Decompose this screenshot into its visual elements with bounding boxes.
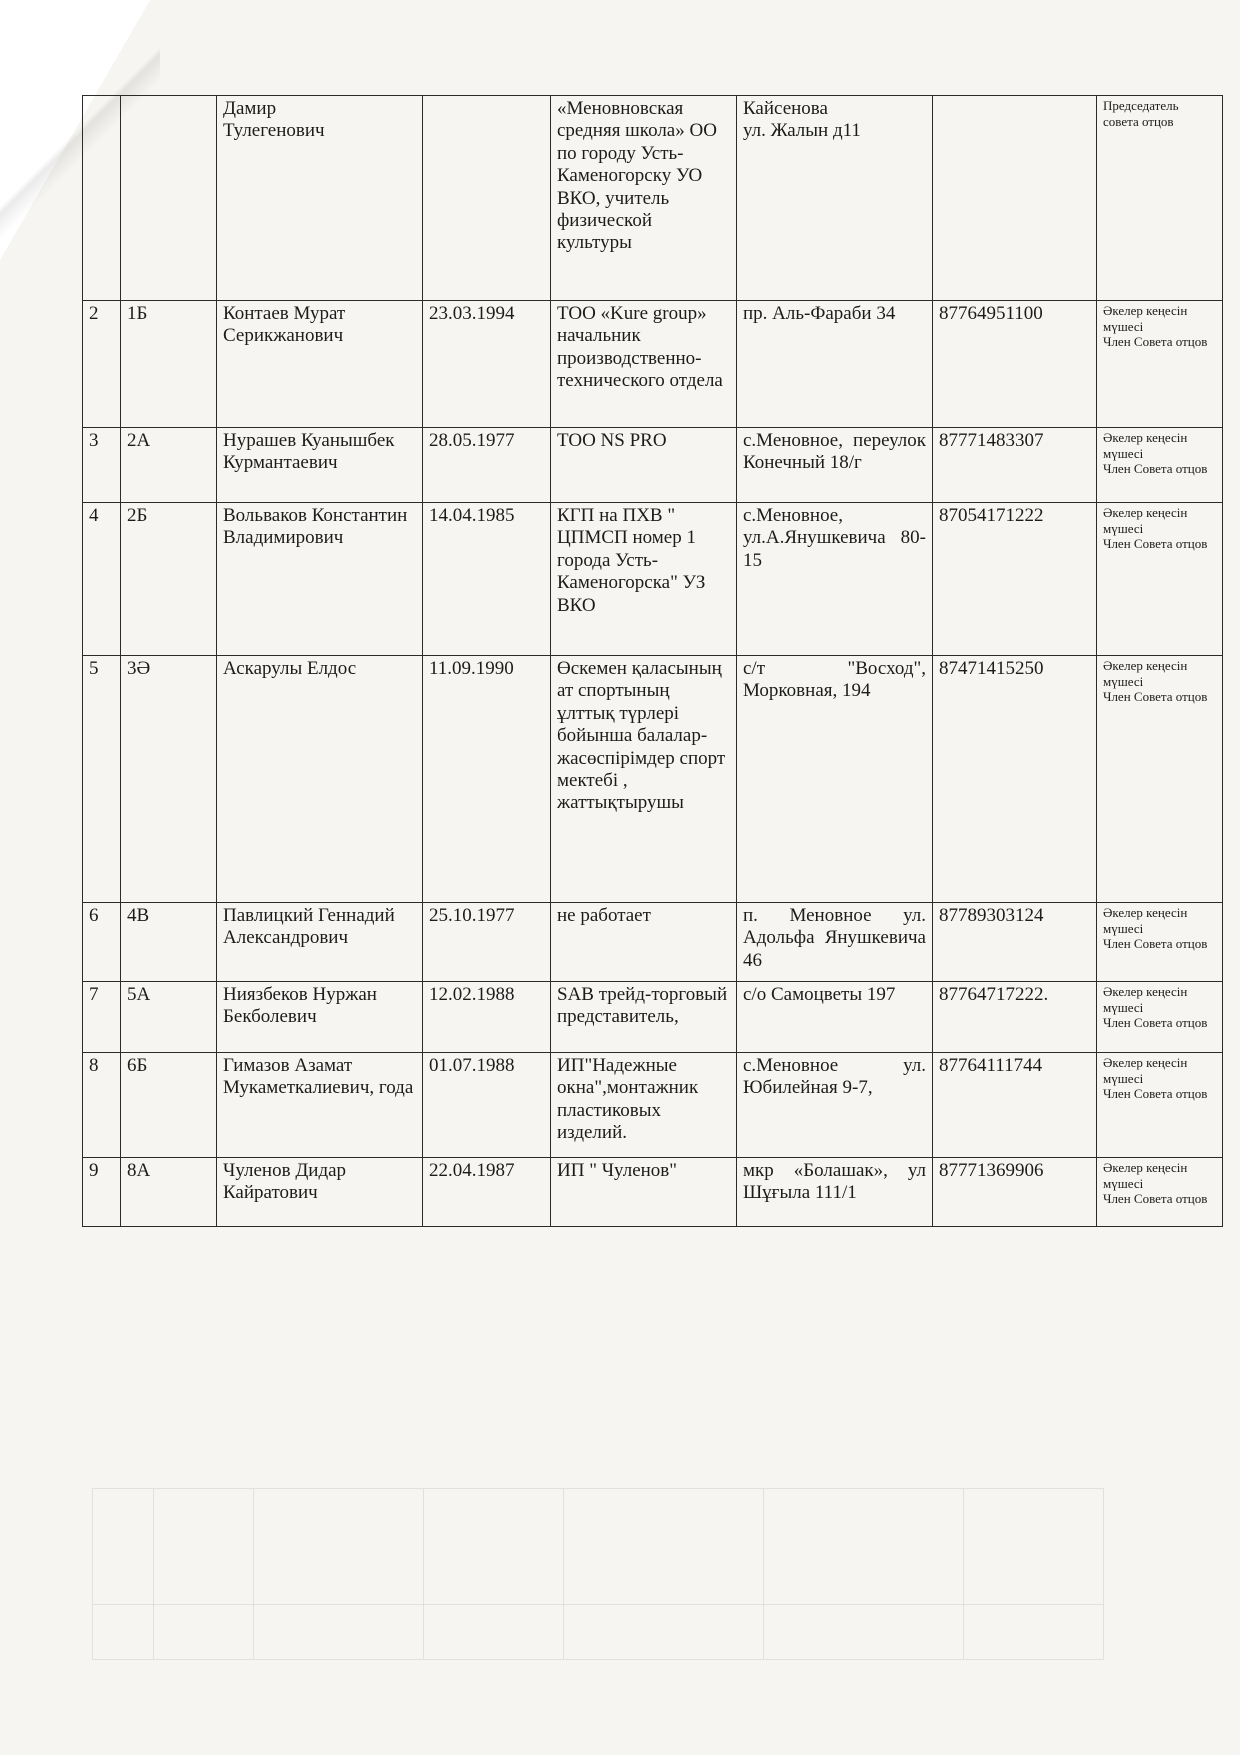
birth-date-cell: 14.04.1985 bbox=[423, 503, 551, 656]
row-number-cell: 2 bbox=[83, 301, 121, 428]
class-cell: 6Б bbox=[121, 1053, 217, 1158]
workplace-cell: ИП"Надежные окна",монтажник пластиковых изделий. bbox=[551, 1053, 737, 1158]
table-row bbox=[83, 982, 1223, 1053]
council-role-cell: Әкелер кеңесін мүшесі Член Совета отцов bbox=[1097, 428, 1223, 503]
birth-date-cell: 28.05.1977 bbox=[423, 428, 551, 503]
workplace-cell: «Меновновская средняя школа» ОО по городу Усть-Каменогорску УО ВКО, учитель физической культуры bbox=[551, 96, 737, 301]
full-name-cell: Дамир Тулегенович bbox=[217, 96, 423, 301]
class-cell: 2Б bbox=[121, 503, 217, 656]
class-cell: 8А bbox=[121, 1158, 217, 1227]
birth-date-cell bbox=[423, 96, 551, 301]
table-row bbox=[83, 96, 1223, 301]
council-role-cell: Әкелер кеңесін мүшесі Член Совета отцов bbox=[1097, 1053, 1223, 1158]
council-role-cell: Әкелер кеңесін мүшесі Член Совета отцов bbox=[1097, 982, 1223, 1053]
row-number-cell: 4 bbox=[83, 503, 121, 656]
phone-cell: 87054171222 bbox=[933, 503, 1097, 656]
table-row bbox=[83, 1158, 1223, 1227]
birth-date-cell: 12.02.1988 bbox=[423, 982, 551, 1053]
council-role-cell: Әкелер кеңесін мүшесі Член Совета отцов bbox=[1097, 1158, 1223, 1227]
table-row bbox=[83, 428, 1223, 503]
workplace-cell: КГП на ПХВ " ЦПМСП номер 1 города Усть-Каменогорска" УЗ ВКО bbox=[551, 503, 737, 656]
table-body bbox=[83, 96, 1223, 1227]
birth-date-cell: 22.04.1987 bbox=[423, 1158, 551, 1227]
council-role-cell: Әкелер кеңесін мүшесі Член Совета отцов bbox=[1097, 301, 1223, 428]
address-cell: мкр «Болашак», ул Шұғыла 111/1 bbox=[737, 1158, 933, 1227]
address-cell: с/о Самоцветы 197 bbox=[737, 982, 933, 1053]
phone-cell: 87764111744 bbox=[933, 1053, 1097, 1158]
class-cell: 3Ә bbox=[121, 656, 217, 903]
row-number-cell: 5 bbox=[83, 656, 121, 903]
row-number-cell: 9 bbox=[83, 1158, 121, 1227]
phone-cell: 87764717222. bbox=[933, 982, 1097, 1053]
full-name-cell: Нурашев Куанышбек Курмантаевич bbox=[217, 428, 423, 503]
workplace-cell: не работает bbox=[551, 903, 737, 982]
table-row bbox=[83, 656, 1223, 903]
full-name-cell: Павлицкий Геннадий Александрович bbox=[217, 903, 423, 982]
full-name-cell: Ниязбеков Нуржан Бекболевич bbox=[217, 982, 423, 1053]
phone-cell: 87771483307 bbox=[933, 428, 1097, 503]
phone-cell: 87771369906 bbox=[933, 1158, 1097, 1227]
table-row bbox=[83, 1053, 1223, 1158]
full-name-cell: Аскарулы Елдос bbox=[217, 656, 423, 903]
full-name-cell: Чуленов Дидар Кайратович bbox=[217, 1158, 423, 1227]
workplace-cell: ИП " Чуленов" bbox=[551, 1158, 737, 1227]
table-row bbox=[83, 503, 1223, 656]
birth-date-cell: 25.10.1977 bbox=[423, 903, 551, 982]
council-role-cell: Әкелер кеңесін мүшесі Член Совета отцов bbox=[1097, 656, 1223, 903]
birth-date-cell: 23.03.1994 bbox=[423, 301, 551, 428]
class-cell: 5А bbox=[121, 982, 217, 1053]
phone-cell: 87789303124 bbox=[933, 903, 1097, 982]
birth-date-cell: 11.09.1990 bbox=[423, 656, 551, 903]
class-cell bbox=[121, 96, 217, 301]
full-name-cell: Гимазов Азамат Мукаметкалиевич, года bbox=[217, 1053, 423, 1158]
phone-cell: 87471415250 bbox=[933, 656, 1097, 903]
bleed-through-table bbox=[92, 1488, 1104, 1660]
class-cell: 2А bbox=[121, 428, 217, 503]
table-row bbox=[83, 301, 1223, 428]
full-name-cell: Контаев Мурат Серикжанович bbox=[217, 301, 423, 428]
address-cell: с.Меновное, ул.А.Янушкевича 80-15 bbox=[737, 503, 933, 656]
row-number-cell bbox=[83, 96, 121, 301]
workplace-cell: SAB трейд-торговый представитель, bbox=[551, 982, 737, 1053]
fathers-council-table bbox=[82, 95, 1223, 1227]
address-cell: пр. Аль-Фараби 34 bbox=[737, 301, 933, 428]
workplace-cell: ТОО «Kure group» начальник производственно-технического отдела bbox=[551, 301, 737, 428]
birth-date-cell: 01.07.1988 bbox=[423, 1053, 551, 1158]
address-cell: с/т "Восход", Морковная, 194 bbox=[737, 656, 933, 903]
row-number-cell: 6 bbox=[83, 903, 121, 982]
row-number-cell: 3 bbox=[83, 428, 121, 503]
row-number-cell: 8 bbox=[83, 1053, 121, 1158]
phone-cell bbox=[933, 96, 1097, 301]
address-cell: Кайсенова ул. Жалын д11 bbox=[737, 96, 933, 301]
address-cell: п. Меновное ул. Адольфа Янушкевича 46 bbox=[737, 903, 933, 982]
workplace-cell: ТОО NS PRO bbox=[551, 428, 737, 503]
address-cell: с.Меновное, переулок Конечный 18/г bbox=[737, 428, 933, 503]
council-role-cell: Әкелер кеңесін мүшесі Член Совета отцов bbox=[1097, 903, 1223, 982]
class-cell: 4В bbox=[121, 903, 217, 982]
council-role-cell: Әкелер кеңесін мүшесі Член Совета отцов bbox=[1097, 503, 1223, 656]
workplace-cell: Өскемен қаласының ат спортының ұлттық түрлері бойынша балалар-жасөспірімдер спорт мектебі , жаттықтырушы bbox=[551, 656, 737, 903]
address-cell: с.Меновное ул. Юбилейная 9-7, bbox=[737, 1053, 933, 1158]
council-role-cell: Председатель совета отцов bbox=[1097, 96, 1223, 301]
class-cell: 1Б bbox=[121, 301, 217, 428]
row-number-cell: 7 bbox=[83, 982, 121, 1053]
table-row bbox=[83, 903, 1223, 982]
full-name-cell: Вольваков Константин Владимирович bbox=[217, 503, 423, 656]
phone-cell: 87764951100 bbox=[933, 301, 1097, 428]
